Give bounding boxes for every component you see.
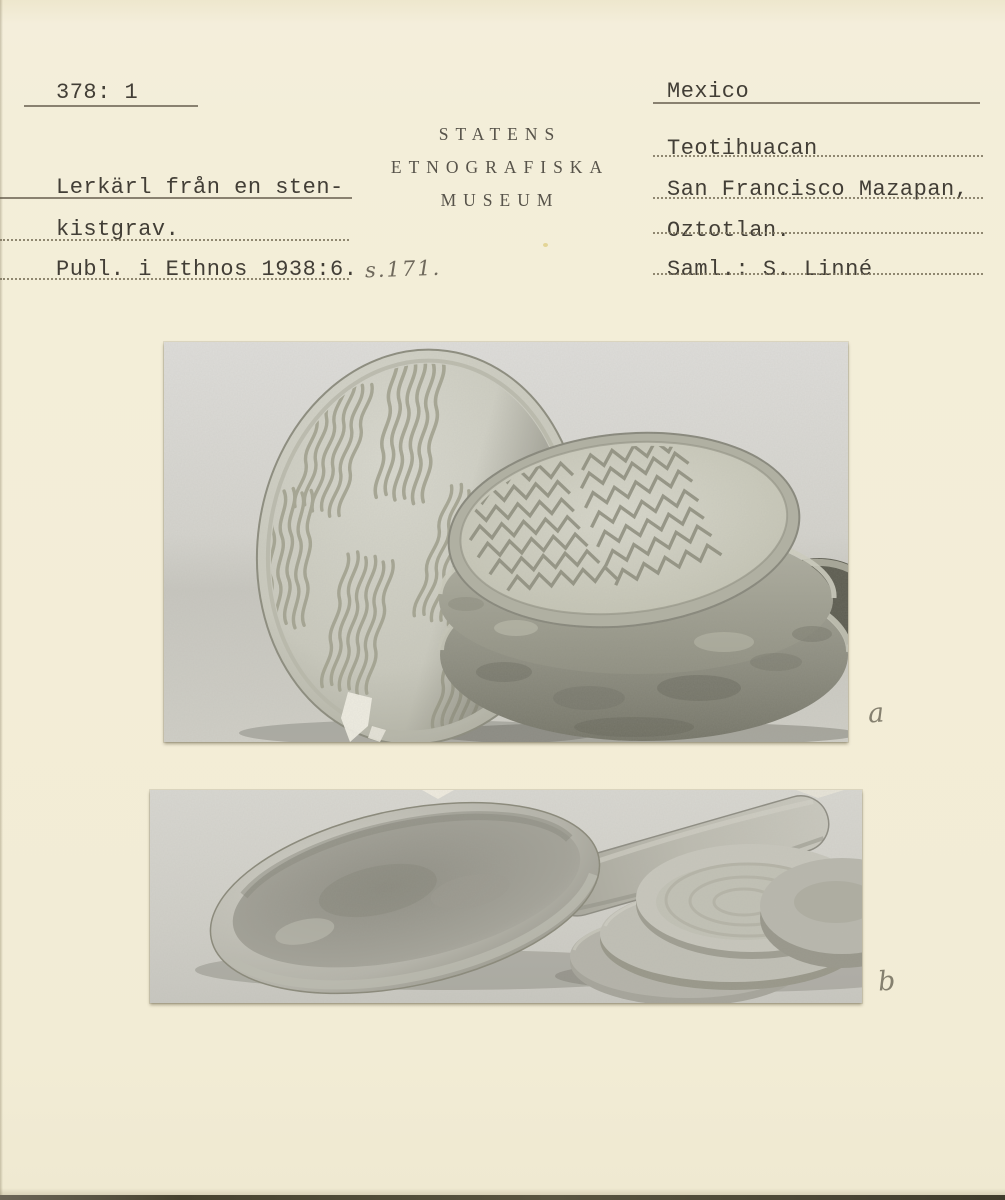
collector-rule: [653, 273, 983, 275]
catalog-number-rule: [24, 105, 198, 107]
catalog-number: 378: 1: [56, 80, 139, 105]
publication-typed: Publ. i Ethnos 1938:6.: [56, 257, 358, 282]
object-title-line-1: Lerkärl från en sten-: [56, 175, 344, 200]
photo-a-grain: [164, 342, 848, 742]
paper-speck: [543, 243, 548, 247]
museum-line-2: ETNOGRAFISKA: [390, 157, 610, 177]
locality-rule: [653, 197, 983, 199]
field-collector: Saml.: S. Linné: [667, 257, 873, 282]
publication-rule: [0, 278, 349, 280]
field-locality: San Francisco Mazapan,: [667, 177, 969, 202]
museum-letterhead: [330, 118, 670, 217]
photo-a-pottery-bowls: [164, 342, 848, 742]
figure-a-label: a: [866, 697, 886, 730]
country-rule: [653, 102, 980, 104]
title-rule-1: [0, 197, 352, 199]
figure-b-label: b: [876, 965, 897, 998]
photo-b-ladle-and-discs: [150, 790, 862, 1003]
museum-line-3: MUSEUM: [440, 190, 560, 210]
title-rule-2: [0, 239, 349, 241]
site-rule: [653, 155, 983, 157]
museum-line-1: STATENS: [438, 124, 562, 144]
field-site: Teotihuacan: [667, 136, 818, 161]
field-sublocality: Oztotlan.: [667, 218, 791, 243]
photo-b-grain: [150, 790, 862, 1003]
object-title-line-2: kistgrav.: [56, 217, 180, 242]
field-country: Mexico: [667, 79, 750, 104]
sublocality-rule: [653, 232, 983, 234]
publication-handwritten-note: s.171.: [365, 255, 443, 283]
